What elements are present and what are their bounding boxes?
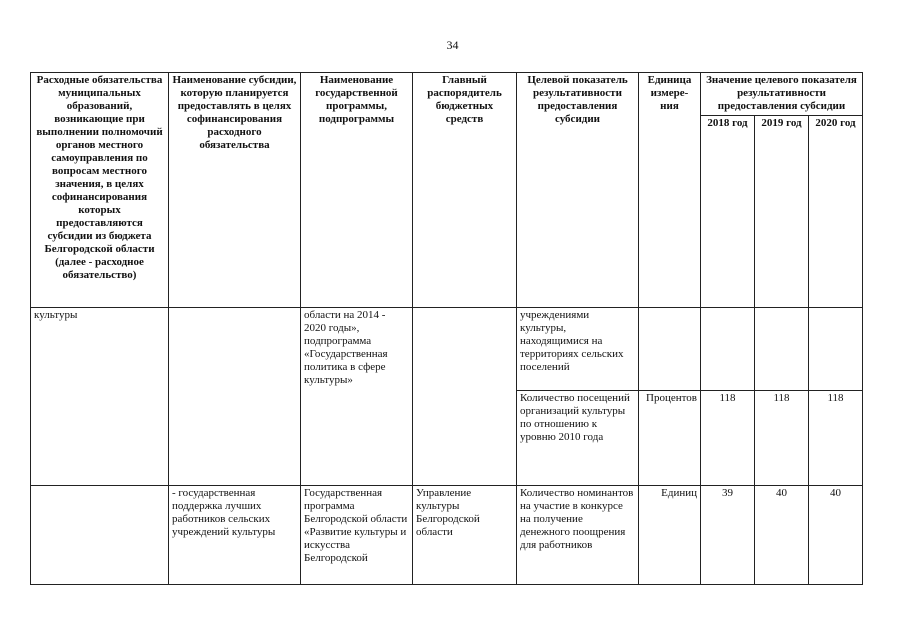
cell-unit: Процентов [639, 391, 701, 486]
cell-program: Государственная программа Белгородской области «Развитие культуры и искусства Белгородской [301, 486, 413, 585]
cell-subsidy: - государственная поддержка лучших работников сельских учреждений культуры [169, 486, 301, 585]
cell-value-2019: 118 [755, 391, 809, 486]
subsidy-table [30, 72, 863, 585]
table-row [31, 308, 863, 391]
cell-obligation [31, 486, 169, 585]
cell-value-2020: 118 [809, 391, 863, 486]
table-row [31, 486, 863, 585]
header-year-2018: 2018 год [701, 116, 755, 308]
cell-program: области на 2014 - 2020 годы», подпрограмма «Государственная политика в сфере культуры» [301, 308, 413, 486]
cell-value-2018: 118 [701, 391, 755, 486]
header-program-name: Наименование государственной программы, подпрограммы [301, 73, 413, 308]
cell-manager [413, 308, 517, 486]
cell-unit [639, 308, 701, 391]
header-subsidy-name: Наименование субсидии, которую планируется предоставлять в целях софинансирования расходного обязательства [169, 73, 301, 308]
cell-obligation: культуры [31, 308, 169, 486]
cell-subsidy [169, 308, 301, 486]
header-indicator-value: Значение целевого показателя результативности предоставления субсидии [701, 73, 863, 116]
header-year-2020: 2020 год [809, 116, 863, 308]
cell-value-2018 [701, 308, 755, 391]
header-row [31, 73, 863, 116]
cell-unit: Единиц [639, 486, 701, 585]
cell-value-2020 [809, 308, 863, 391]
header-target-indicator: Целевой показатель результативности предоставления субсидии [517, 73, 639, 308]
cell-value-2019: 40 [755, 486, 809, 585]
cell-value-2020: 40 [809, 486, 863, 585]
cell-indicator: Количество посещений организаций культуры по отношению к уровню 2010 года [517, 391, 639, 486]
cell-value-2018: 39 [701, 486, 755, 585]
page-number: 34 [446, 38, 459, 52]
cell-value-2019 [755, 308, 809, 391]
header-obligations: Расходные обязательства муниципальных образований, возникающие при выполнении полномочий органов местного самоуправления по вопросам местного значения, в целях софинансирования которых предоставляются субсидии из бюджета Белгородской области (далее - расходное обязательство) [31, 73, 169, 308]
cell-indicator: Количество номинантов на участие в конкурсе на получение денежного поощрения для работников [517, 486, 639, 585]
cell-manager: Управление культуры Белгородской области [413, 486, 517, 585]
header-year-2019: 2019 год [755, 116, 809, 308]
cell-indicator: учреждениями культуры, находящимися на территориях сельских поселений [517, 308, 639, 391]
header-unit: Единица измере-ния [639, 73, 701, 308]
header-budget-manager: Главный распорядитель бюджетных средств [413, 73, 517, 308]
